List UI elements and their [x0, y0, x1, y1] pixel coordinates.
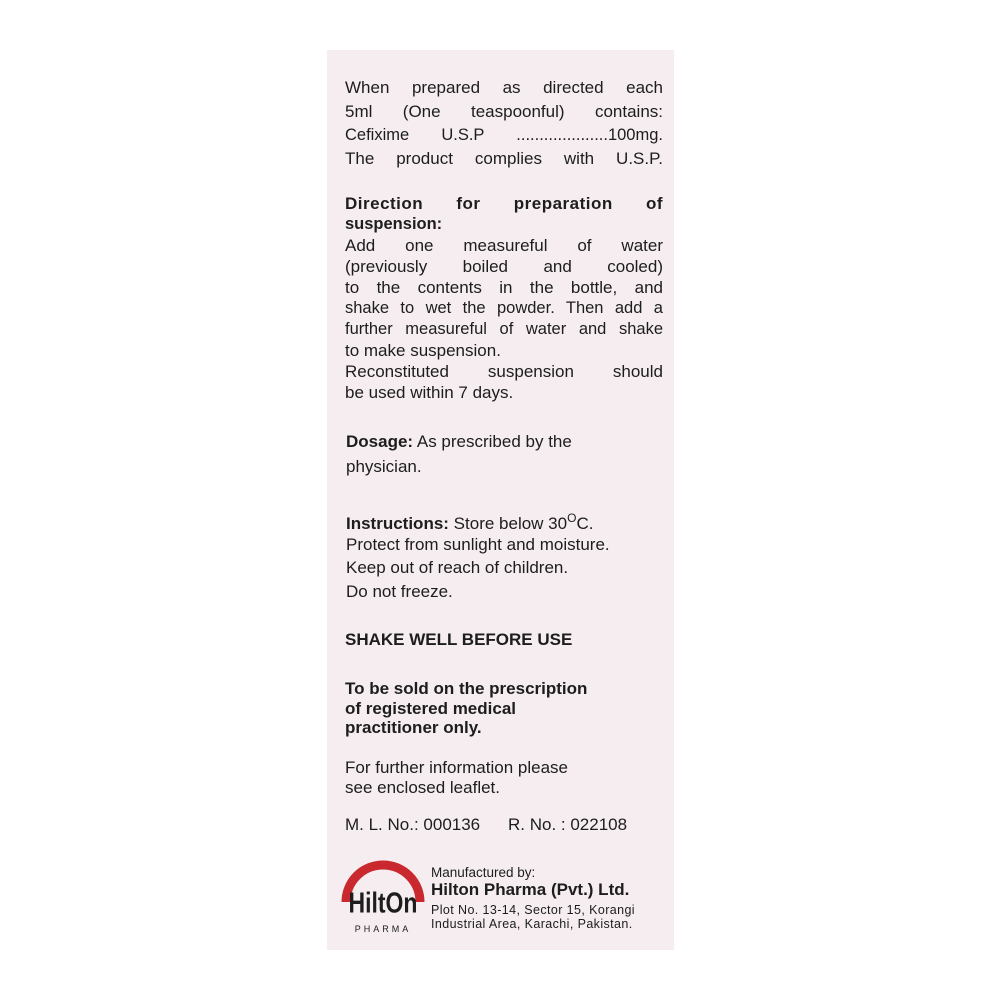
dosage-line-2: physician.: [346, 457, 422, 476]
ml-number: M. L. No.: 000136: [345, 815, 481, 834]
dosage-label: Dosage:: [346, 432, 414, 451]
instructions-label: Instructions:: [346, 514, 449, 533]
dosage-line-1: [346, 432, 572, 452]
manufactured-by-label: Manufactured by:: [431, 865, 536, 880]
prescription-line-2: of registered medical: [345, 699, 517, 718]
direction-line-5: further measureful of water and shake: [345, 320, 663, 338]
direction-line-7: Reconstituted suspension should: [345, 362, 663, 381]
composition-cefixime-line: Cefixime U.S.P ....................100mg.: [345, 126, 663, 144]
direction-line-3: to the contents in the bottle, and: [345, 278, 663, 297]
further-info-line-1: For further information please: [345, 758, 568, 777]
composition-line-4: The product complies with U.S.P.: [345, 149, 663, 168]
direction-heading-line-2: suspension:: [345, 215, 443, 233]
manufacturer-address-line-1: Plot No. 13-14, Sector 15, Korangi: [431, 903, 635, 917]
manufacturer-address-line-2: Industrial Area, Karachi, Pakistan.: [431, 917, 633, 931]
instructions-line-3: Keep out of reach of children.: [346, 558, 569, 577]
direction-line-2: (previously boiled and cooled): [345, 257, 663, 276]
manufacturer-name: Hilton Pharma (Pvt.) Ltd.: [431, 880, 630, 899]
instructions-line-4: Do not freeze.: [346, 582, 453, 601]
direction-line-6: to make suspension.: [345, 341, 501, 360]
direction-line-1: Add one measureful of water: [345, 236, 663, 255]
logo-subtext: PHARMA: [354, 924, 412, 934]
direction-line-8: be used within 7 days.: [345, 383, 514, 402]
direction-heading-line-1: Direction for preparation of: [345, 194, 663, 213]
shake-well-notice: SHAKE WELL BEFORE USE: [345, 630, 573, 649]
degree-symbol: O: [567, 511, 577, 525]
r-number: R. No. : 022108: [508, 815, 628, 834]
prescription-line-1: To be sold on the prescription: [345, 679, 588, 698]
logo-wordmark: HiltOn: [348, 885, 418, 920]
composition-line-2: 5ml (One teaspoonful) contains:: [345, 102, 663, 121]
dosage-text: As prescribed by the: [413, 432, 572, 451]
further-info-line-2: see enclosed leaflet.: [345, 778, 500, 797]
prescription-line-3: practitioner only.: [345, 718, 482, 737]
instructions-line-1: [346, 511, 593, 534]
instructions-storage-text: Store below 30: [448, 514, 568, 533]
instructions-storage-unit: C.: [576, 514, 594, 533]
instructions-line-2: Protect from sunlight and moisture.: [346, 535, 610, 554]
hilton-pharma-logo: [338, 850, 428, 940]
composition-line-1: When prepared as directed each: [345, 78, 663, 97]
direction-line-4: shake to wet the powder. Then add a: [345, 299, 663, 317]
